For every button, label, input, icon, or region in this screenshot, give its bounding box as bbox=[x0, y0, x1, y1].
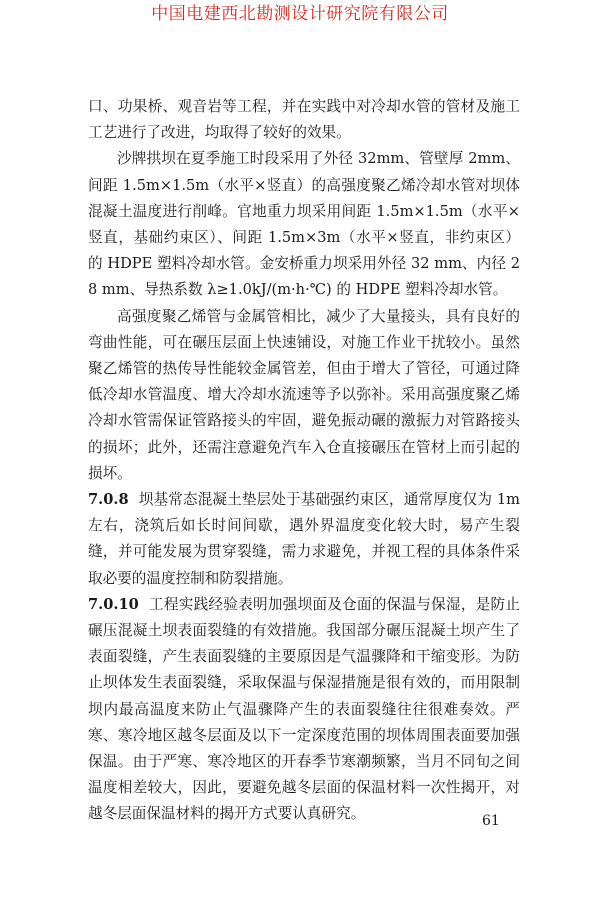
page-number: 61 bbox=[482, 813, 500, 829]
paragraph-continuation bbox=[88, 94, 520, 146]
paragraph-polyethylene-pipe bbox=[88, 304, 520, 487]
clause-7-0-8 bbox=[88, 487, 520, 592]
clause-text: 坝基常态混凝土垫层处于基础强约束区，通常厚度仅为 1m 左右，浇筑后如长时间间歇，遇外界温度变化较大时，易产生裂缝，并可能发展为贯穿裂缝，需力求避免，并视工程的具体条件采取必要的温度控制和防裂措施。 bbox=[88, 491, 520, 587]
paragraph-text: 高强度聚乙烯管与金属管相比，减少了大量接头，具有良好的弯曲性能，可在碾压层面上快速铺设，对施工作业干扰较小。虽然聚乙烯管的热传导性能较金属管差，但由于增大了管径，可通过降低冷却水管温度、增大冷却水流速等予以弥补。采用高强度聚乙烯冷却水管需保证管路接头的牢固，避免振动碾的激振力对管路接头的损坏；此外，还需注意避免汽车入仓直接碾压在管材上而引起的损坏。 bbox=[88, 307, 520, 482]
body-text bbox=[88, 94, 520, 828]
clause-text: 工程实践经验表明加强坝面及仓面的保温与保湿，是防止碾压混凝土坝表面裂缝的有效措施。我国部分碾压混凝土坝产生了表面裂缝，产生表面裂缝的主要原因是气温骤降和干缩变形。为防止坝体发生表面裂缝，采取保温与保湿措施是很有效的，而用限制坝内最高温度来防止气温骤降产生的表面裂缝往往很难奏效。严寒、寒冷地区越冬层面及以下一定深度范围的坝体周围表面要加强保温。由于严寒、寒冷地区的开春季节寒潮频繁，当月不同旬之间温度相差较大，因此，要避免越冬层面的保温材料一次性揭开，对越冬层面保温材料的揭开方式要认真研究。 bbox=[88, 595, 520, 823]
clause-number: 7.0.10 bbox=[88, 595, 139, 613]
paragraph-text: 沙牌拱坝在夏季施工时段采用了外径 32mm、管壁厚 2mm、间距 1.5m×1.5m（水平×竖直）的高强度聚乙烯冷却水管对坝体混凝土温度进行削峰。官地重力坝采用间距 1.5m×1.5m（水平×竖直，基础约束区）、间距 1.5m×3m（水平×竖直，非约束区）的 HDPE 塑料冷却水管。金安桥重力坝采用外径 32 mm、内径 28 mm、导热系数 λ≥1.0kJ/(m·h·℃) 的 HDPE 塑料冷却水管。 bbox=[88, 150, 520, 299]
page-header-company-name: 中国电建西北勘测设计研究院有限公司 bbox=[151, 4, 449, 24]
paragraph-cooling-pipe-examples bbox=[88, 146, 520, 303]
clause-number: 7.0.8 bbox=[88, 491, 129, 509]
clause-7-0-10 bbox=[88, 592, 520, 828]
paragraph-text: 口、功果桥、观音岩等工程，并在实践中对冷却水管的管材及施工工艺进行了改进，均取得了较好的效果。 bbox=[88, 98, 520, 142]
